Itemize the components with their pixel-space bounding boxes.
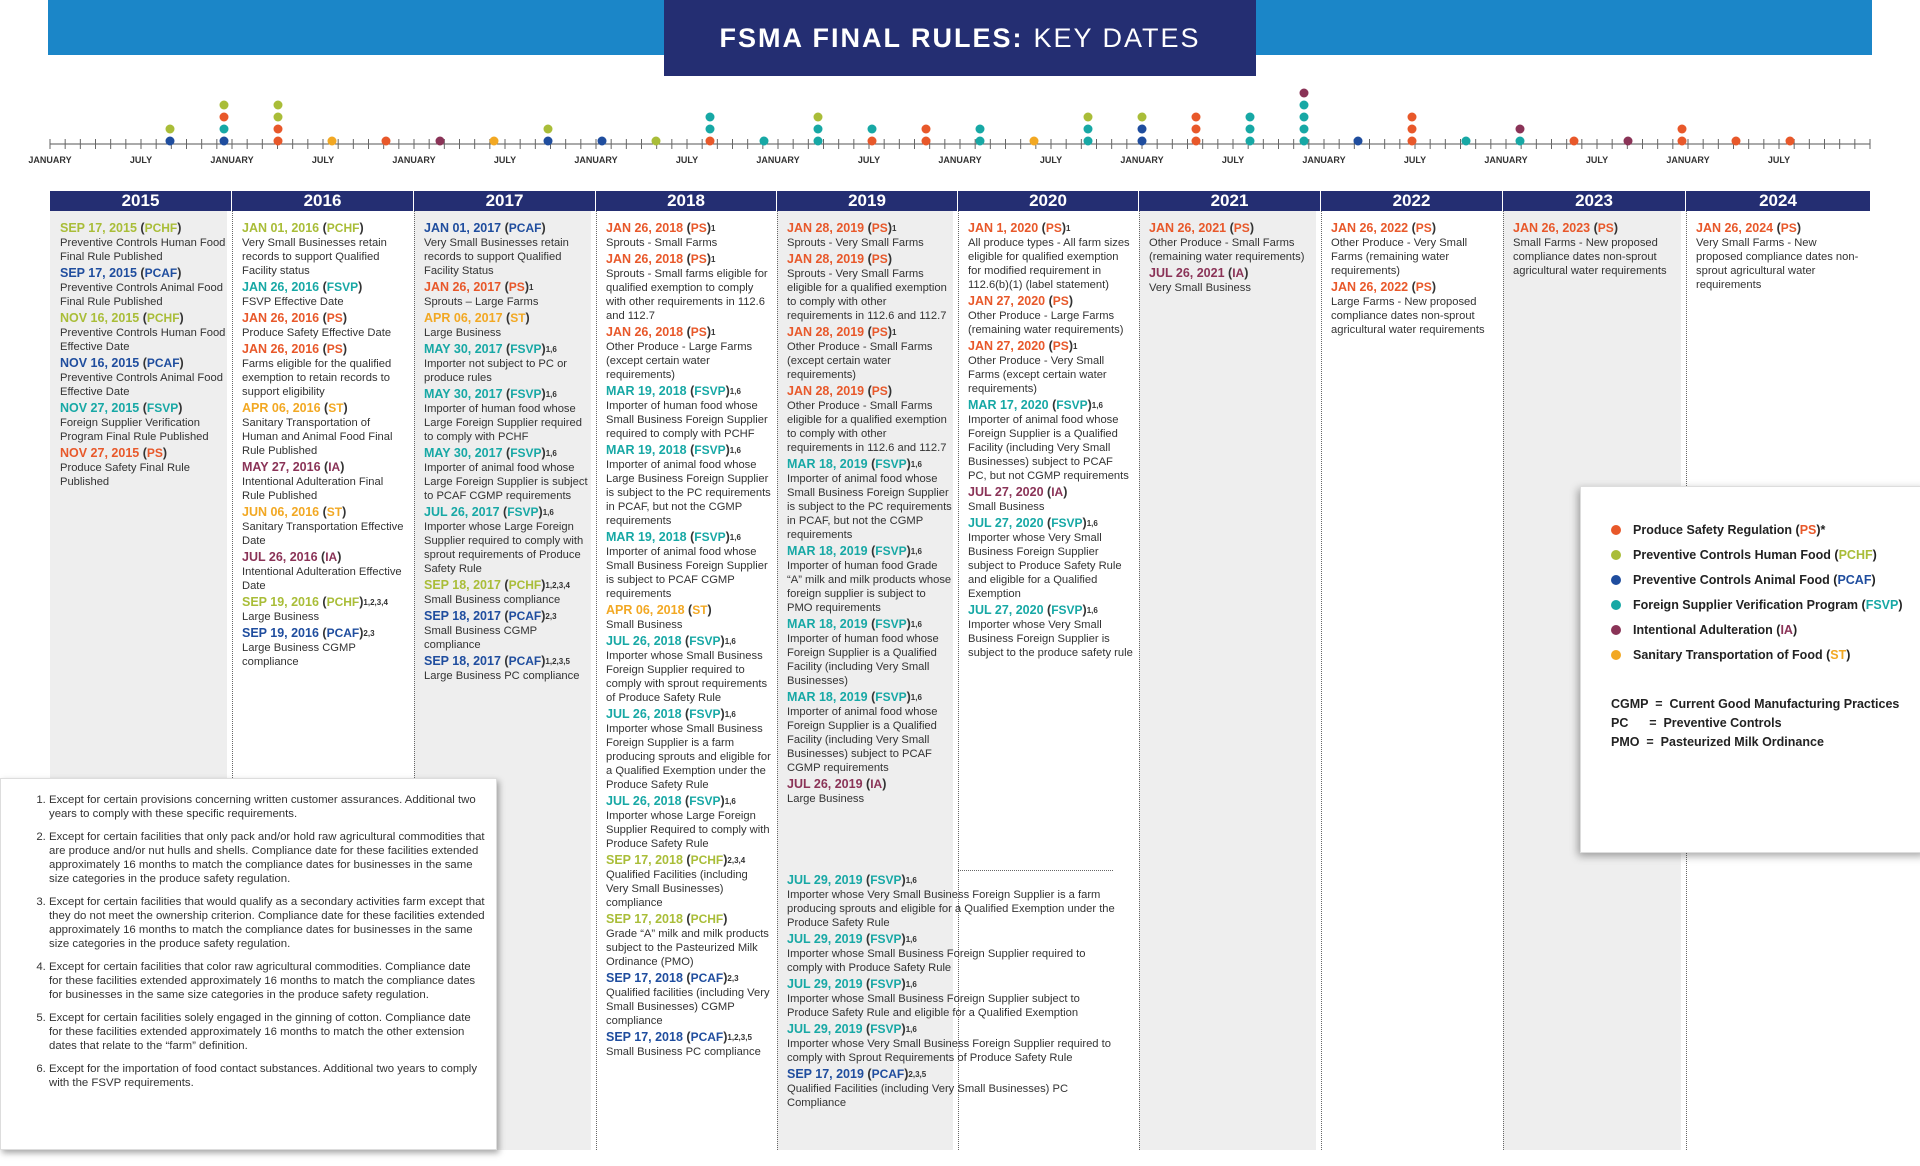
year-header-2021: 2021 [1139,191,1320,211]
timeline-dot-PCAF [1354,137,1363,146]
timeline-month-label: JANUARY [210,155,254,165]
timeline-dot-FSVP [976,125,985,134]
timeline-entry: SEP 17, 2015 (PCAF) Preventive Controls Animal Food Final Rule Published [60,266,223,308]
timeline-entry: JAN 26, 2022 (PS) Large Farms - New proposed compliance dates non-sprout agricultural water requirements [1331,280,1485,336]
footnotes-list [33,793,486,1090]
timeline-entry: MAR 17, 2020 (FSVP)$^{1,6}$ Importer of animal food whose Foreign Supplier is a Qualified Facility (including Very Small Businesses) subject to PCAF PC, but not CGMP requirements [968,398,1129,482]
timeline-dot-FSVP [1516,137,1525,146]
timeline-dot-ST [490,137,499,146]
timeline-entry: JUL 26, 2016 (IA) Intentional Adulteration Effective Date [242,550,402,592]
timeline-entry: JAN 26, 2023 (PS) Small Farms - New proposed compliance dates non-sprout agricultural water requirements [1513,221,1667,277]
year-column-2020 [968,211,1134,662]
timeline-entry: JAN 26, 2018 (PS)$^1$ Other Produce - Large Farms (except certain water requirements) [606,325,753,381]
timeline-entry: JUL 27, 2020 (FSVP)$^{1,6}$ Importer whose Very Small Business Foreign Supplier subject to Produce Safety Rule and eligible for a Qualified Exemption [968,516,1122,600]
timeline-dot-IA [436,137,445,146]
timeline-entry: SEP 17, 2018 (PCHF)$^{2,3,4}$ Qualified Facilities (including Very Small Businesses) compliance [606,853,748,909]
timeline-dot-PS [1192,137,1201,146]
legend-item-PS: Produce Safety Regulation (PS)* [1611,523,1920,537]
timeline-entry: SEP 17, 2018 (PCHF) Grade “A” milk and milk products subject to the Pasteurized Milk Ordinance (PMO) [606,912,769,968]
timeline-entry: JUL 29, 2019 (FSVP)$^{1,6}$ Importer whose Very Small Business Foreign Supplier required to comply with Sprout Requirements of Produce Safety Rule [787,1022,1111,1064]
timeline-entry: SEP 17, 2015 (PCHF) Preventive Controls Human Food Final Rule Published [60,221,226,263]
timeline-entry: MAY 30, 2017 (FSVP)$^{1,6}$ Importer of human food whose Large Foreign Supplier required to comply with PCHF [424,387,582,443]
timeline-dot-PCAF [598,137,607,146]
timeline-entry: NOV 27, 2015 (PS) Produce Safety Final Rule Published [60,446,190,488]
timeline-dot-FSVP [868,125,877,134]
block-divider [958,870,1113,871]
timeline-dot-FSVP [1084,137,1093,146]
timeline-month-label: JULY [1585,155,1609,165]
timeline-entry: APR 06, 2018 (ST) Small Business [606,603,712,631]
timeline-dot-FSVP [760,137,769,146]
timeline-dot-PCHF [274,113,283,122]
timeline-entry: SEP 17, 2019 (PCAF)$^{2,3,5}$ Qualified Facilities (including Very Small Businesses) PC Compliance [787,1067,1069,1109]
timeline-dot-PCHF [166,125,175,134]
timeline-month-label: JULY [1767,155,1791,165]
timeline-dot-PS [1192,125,1201,134]
column-divider [1321,211,1322,1150]
timeline-dot-FSVP [1300,137,1309,146]
timeline-entry: MAR 19, 2018 (FSVP)$^{1,6}$ Importer of human food whose Small Business Foreign Supplier required to comply with PCHF [606,384,768,440]
timeline-entry: JUL 26, 2021 (IA) Very Small Business [1149,266,1251,294]
footnote: 3. Except for certain facilities that would qualify as a secondary activities farm except that they do not meet the ownership criterion. Compliance date for these facilities extended approximately 16 months to match the compliance dates for businesses in the same size categories in the produce safety regulation. [49,895,486,951]
timeline-entry: JAN 26, 2016 (PS) Produce Safety Effective Date [242,311,392,339]
timeline-entry: MAR 18, 2019 (FSVP)$^{1,6}$ Importer of human food Grade “A” milk and milk products whose foreign supplier is subject to PMO requirements [787,544,952,614]
timeline-dot-PS [1678,125,1687,134]
timeline-month-label: JULY [857,155,881,165]
year-header-2019: 2019 [777,191,957,211]
year-column-2021 [1139,211,1316,1150]
timeline-dot-PCHF [274,101,283,110]
year-header-2020: 2020 [958,191,1138,211]
timeline-dot-PCAF [1138,137,1147,146]
timeline-entry: JUL 26, 2019 (IA) Large Business [787,777,887,805]
timeline-entry: NOV 27, 2015 (FSVP) Foreign Supplier Verification Program Final Rule Published [60,401,209,443]
timeline-dot-IA [1624,137,1633,146]
timeline-dot-PS [1678,137,1687,146]
timeline-entry: APR 06, 2017 (ST) Large Business [424,311,530,339]
timeline-dot-FSVP [1246,125,1255,134]
timeline-dot-PS [1408,137,1417,146]
year-header-2017: 2017 [414,191,595,211]
timeline-entry: JAN 26, 2018 (PS)$^1$ Sprouts - Small farms eligible for qualified exemption to comply with other requirements in 112.6 and 112.7 [606,252,768,322]
timeline-entry: SEP 19, 2016 (PCHF)$^{1,2,3,4}$ Large Business [242,595,388,623]
timeline-dot-PCHF [220,101,229,110]
footnotes-panel [0,778,497,1150]
timeline-dot-PCAF [544,137,553,146]
legend-panel [1580,486,1920,853]
timeline-month-label: JULY [675,155,699,165]
timeline-dot-FSVP [1300,113,1309,122]
timeline-entry: JAN 01, 2017 (PCAF) Very Small Businesses retain records to support Qualified Facility Status [424,221,569,277]
timeline-dot-FSVP [976,137,985,146]
timeline-entry: NOV 16, 2015 (PCAF) Preventive Controls Animal Food Effective Date [60,356,223,398]
timeline-dot-PS [1192,113,1201,122]
timeline-month-label: JANUARY [1484,155,1528,165]
timeline-entry: SEP 17, 2018 (PCAF)$^{2,3}$ Qualified facilities (including Very Small Businesses) CGMP compliance [606,971,770,1027]
timeline-entry: JUL 26, 2017 (FSVP)$^{1,6}$ Importer whose Large Foreign Supplier required to comply with sprout requirements of Produce Safety Rule [424,505,584,575]
timeline-entry: JUL 26, 2018 (FSVP)$^{1,6}$ Importer whose Small Business Foreign Supplier is a farm producing sprouts and eligible for a Qualified Exemption under the Produce Safety Rule [606,707,771,791]
year-header-2018: 2018 [596,191,776,211]
legend-item-ST: Sanitary Transportation of Food (ST) [1611,648,1920,662]
column-divider [596,211,597,1150]
timeline-dot-PS [1408,113,1417,122]
legend-dot-icon [1611,550,1621,560]
timeline-entry: SEP 17, 2018 (PCAF)$^{1,2,3,5}$ Small Business PC compliance [606,1030,761,1058]
timeline-dot-PCAF [166,137,175,146]
timeline-dot-PCAF [1138,125,1147,134]
timeline-entry: JUL 26, 2018 (FSVP)$^{1,6}$ Importer whose Small Business Foreign Supplier required to comply with sprout requirements of Produce Safety Rule [606,634,768,704]
year-column-2024 [1696,211,1866,294]
timeline-entry: SEP 18, 2017 (PCHF)$^{1,2,3,4}$ Small Business compliance [424,578,570,606]
timeline-entry: JAN 26, 2017 (PS)$^1$ Sprouts – Large Farms [424,280,539,308]
title-light: KEY DATES [1033,22,1201,53]
timeline-entry: JUL 29, 2019 (FSVP)$^{1,6}$ Importer whose Small Business Foreign Supplier subject to Produce Safety Rule and eligible for a Qualified Exemption [787,977,1080,1019]
timeline-month-label: JANUARY [392,155,436,165]
timeline-entry: MAR 18, 2019 (FSVP)$^{1,6}$ Importer of animal food whose Small Business Foreign Supplier is subject to the PC requirements in PCAF, but not the CGMP requirements [787,457,952,541]
timeline-entry: JAN 28, 2019 (PS)$^1$ Sprouts - Very Small Farms [787,221,924,249]
timeline-entry: MAY 30, 2017 (FSVP)$^{1,6}$ Importer of animal food whose Large Foreign Supplier is subject to PCAF CGMP requirements [424,446,588,502]
year-header-2022: 2022 [1321,191,1502,211]
timeline-month-label: JULY [1221,155,1245,165]
timeline-entry: JUL 27, 2020 (FSVP)$^{1,6}$ Importer whose Very Small Business Foreign Supplier is subject to the produce safety rule [968,603,1133,659]
legend-dot-icon [1611,525,1621,535]
timeline-month-label: JULY [1403,155,1427,165]
timeline-dot-PCHF [544,125,553,134]
footnote: 6. Except for the importation of food contact substances. Additional two years to comply with the FSVP requirements. [49,1062,486,1090]
footnote: 2. Except for certain facilities that only pack and/or hold raw agricultural commodities that are produce and/or nut hulls and shells. Compliance date for these facilities extended approximately 16 months to match the compliance dates for businesses in the same size categories in the produce safety regulation. [49,830,486,886]
timeline-dot-FSVP [1246,137,1255,146]
timeline-dot-IA [1300,89,1309,98]
timeline-month-label: JULY [493,155,517,165]
year-column-2018 [606,211,772,1061]
timeline-dot-PS [274,125,283,134]
year-header-2015: 2015 [50,191,231,211]
timeline-dot-PS [922,125,931,134]
timeline-entry: MAR 19, 2018 (FSVP)$^{1,6}$ Importer of animal food whose Small Business Foreign Supplier is subject to PCAF CGMP requirements [606,530,768,600]
timeline-entry: NOV 16, 2015 (PCHF) Preventive Controls Human Food Effective Date [60,311,226,353]
legend-dot-icon [1611,650,1621,660]
timeline-dot-PS [868,137,877,146]
timeline-entry: MAY 30, 2017 (FSVP)$^{1,6}$ Importer not subject to PC or produce rules [424,342,568,384]
timeline-dot-PS [1408,125,1417,134]
timeline-entry: JAN 26, 2018 (PS)$^1$ Sprouts - Small Farms [606,221,718,249]
timeline-dot-FSVP [706,125,715,134]
page-title [664,0,1256,76]
jul-2019-block [787,873,1117,1112]
timeline-dot-IA [1516,125,1525,134]
legend-item-IA: Intentional Adulteration (IA) [1611,623,1920,637]
timeline-dot-ST [1030,137,1039,146]
timeline-entry: APR 06, 2016 (ST) Sanitary Transportation of Human and Animal Food Final Rule Published [242,401,393,457]
timeline-dot-PS [706,137,715,146]
footnote: 4. Except for certain facilities that color raw agricultural commodities. Compliance date for these facilities extended approximately 16 months to match the compliance dates for businesses in the same size categories in the produce safety regulation. [49,960,486,1002]
timeline-dot-PCAF [220,137,229,146]
timeline-dot-FSVP [814,125,823,134]
legend-dot-icon [1611,625,1621,635]
timeline-entry: MAR 18, 2019 (FSVP)$^{1,6}$ Importer of animal food whose Foreign Supplier is a Qualified Facility (including Very Small Businesses) subject to PCAF CGMP requirements [787,690,938,774]
timeline-entry: JUL 26, 2018 (FSVP)$^{1,6}$ Importer whose Large Foreign Supplier Required to comply with Produce Safety Rule [606,794,770,850]
column-divider [777,211,778,1150]
timeline-month-label: JANUARY [1302,155,1346,165]
timeline-entry: SEP 19, 2016 (PCAF)$^{2,3}$ Large Business CGMP compliance [242,626,375,668]
timeline [0,78,1920,178]
timeline-entry: JAN 26, 2016 (PS) Farms eligible for the qualified exemption to retain records to support eligibility [242,342,392,398]
timeline-dot-PCHF [652,137,661,146]
legend-dot-icon [1611,575,1621,585]
timeline-dot-FSVP [1300,125,1309,134]
timeline-month-label: JANUARY [756,155,800,165]
timeline-entry: JUL 27, 2020 (IA) Small Business [968,485,1068,513]
timeline-entry: JAN 28, 2019 (PS)$^1$ Other Produce - Small Farms (except certain water requirements) [787,325,933,381]
timeline-dot-PS [1732,137,1741,146]
timeline-dot-ST [328,137,337,146]
timeline-entry: JAN 27, 2020 (PS)$^1$ Other Produce - Very Small Farms (except certain water requirements) [968,339,1107,395]
title-bold: FSMA FINAL RULES: [719,22,1024,53]
legend-item-FSVP: Foreign Supplier Verification Program (FSVP) [1611,598,1920,612]
timeline-month-label: JANUARY [28,155,72,165]
timeline-entry: MAY 27, 2016 (IA) Intentional Adulteration Final Rule Published [242,460,384,502]
timeline-month-label: JULY [311,155,335,165]
year-header-2023: 2023 [1503,191,1685,211]
abbreviation: CGMP = Current Good Manufacturing Practices [1611,697,1900,711]
year-header-2016: 2016 [232,191,413,211]
timeline-month-label: JANUARY [1120,155,1164,165]
timeline-dot-FSVP [1084,125,1093,134]
timeline-entry: JAN 26, 2024 (PS) Very Small Farms - New proposed compliance dates non-sprout agricultural water requirements [1696,221,1859,291]
timeline-dot-FSVP [1462,137,1471,146]
timeline-dot-PS [274,137,283,146]
timeline-dot-PS [1570,137,1579,146]
timeline-entry: JAN 28, 2019 (PS) Other Produce - Small Farms eligible for a qualified exemption to comply with other requirements in 112.6 and 112.7 [787,384,947,454]
timeline-entry: JAN 26, 2022 (PS) Other Produce - Very Small Farms (remaining water requirements) [1331,221,1468,277]
timeline-entry: MAR 18, 2019 (FSVP)$^{1,6}$ Importer of human food whose Foreign Supplier is a Qualified Facility (including Very Small Businesses) [787,617,939,687]
footnote: 1. Except for certain provisions concerning written customer assurances. Additional two years to comply with these specific requirements. [49,793,486,821]
timeline-dot-PCHF [814,113,823,122]
legend-item-PCHF: Preventive Controls Human Food (PCHF) [1611,548,1920,562]
column-divider [1139,211,1140,1150]
year-column-2022 [1331,211,1498,339]
timeline-dot-FSVP [220,125,229,134]
timeline-month-label: JULY [129,155,153,165]
timeline-entry: MAR 19, 2018 (FSVP)$^{1,6}$ Importer of animal food whose Large Business Foreign Supplier is subject to the PC requirements in PCAF, but not the CGMP requirements [606,443,771,527]
legend-item-PCAF: Preventive Controls Animal Food (PCAF) [1611,573,1920,587]
timeline-entry: JAN 26, 2021 (PS) Other Produce - Small Farms (remaining water requirements) [1149,221,1305,263]
timeline-dot-PS [922,137,931,146]
timeline-entry: JAN 01, 2016 (PCHF) Very Small Businesses retain records to support Qualified Facility status [242,221,387,277]
footnote: 5. Except for certain facilities solely engaged in the ginning of cotton. Compliance date for these facilities extended approximately 16 months to match the other extension dates that relate to the “farm” definition. [49,1011,486,1053]
year-column-2016 [242,211,409,671]
timeline-entry: SEP 18, 2017 (PCAF)$^{2,3}$ Small Business CGMP compliance [424,609,557,651]
timeline-dot-PS [382,137,391,146]
timeline-dot-FSVP [1246,113,1255,122]
timeline-month-label: JANUARY [574,155,618,165]
timeline-entry: JAN 1, 2020 (PS)$^1$ All produce types - All farm sizes eligible for qualified exemption for modified requirement in 112.6(b)(1) (label statement) [968,221,1130,291]
timeline-entry: JUN 06, 2016 (ST) Sanitary Transportation Effective Date [242,505,404,547]
timeline-month-label: JANUARY [1666,155,1710,165]
timeline-dot-FSVP [814,137,823,146]
timeline-entry: JAN 27, 2020 (PS) Other Produce - Large Farms (remaining water requirements) [968,294,1124,336]
timeline-entry: JUL 29, 2019 (FSVP)$^{1,6}$ Importer whose Small Business Foreign Supplier required to comply with Produce Safety Rule [787,932,1086,974]
timeline-entry: JAN 26, 2016 (FSVP) FSVP Effective Date [242,280,363,308]
legend-dot-icon [1611,600,1621,610]
timeline-entry: SEP 18, 2017 (PCAF)$^{1,2,3,5}$ Large Business PC compliance [424,654,580,682]
year-header-2024: 2024 [1686,191,1870,211]
timeline-month-label: JANUARY [938,155,982,165]
timeline-dot-PCHF [1084,113,1093,122]
abbreviation: PC = Preventive Controls [1611,716,1782,730]
timeline-dot-FSVP [1300,101,1309,110]
timeline-entry: JAN 28, 2019 (PS) Sprouts - Very Small Farms eligible for a qualified exemption to comply with other requirements in 112.6 and 112.7 [787,252,947,322]
timeline-dot-PS [220,113,229,122]
timeline-dot-FSVP [706,113,715,122]
abbreviation: PMO = Pasteurized Milk Ordinance [1611,735,1824,749]
column-divider [1503,211,1504,1150]
timeline-dot-PS [1786,137,1795,146]
timeline-month-label: JULY [1039,155,1063,165]
timeline-dot-PCHF [1138,113,1147,122]
timeline-entry: JUL 29, 2019 (FSVP)$^{1,6}$ Importer whose Very Small Business Foreign Supplier is a farm producing sprouts and eligible for a Qualified Exemption under the Produce Safety Rule [787,873,1115,929]
